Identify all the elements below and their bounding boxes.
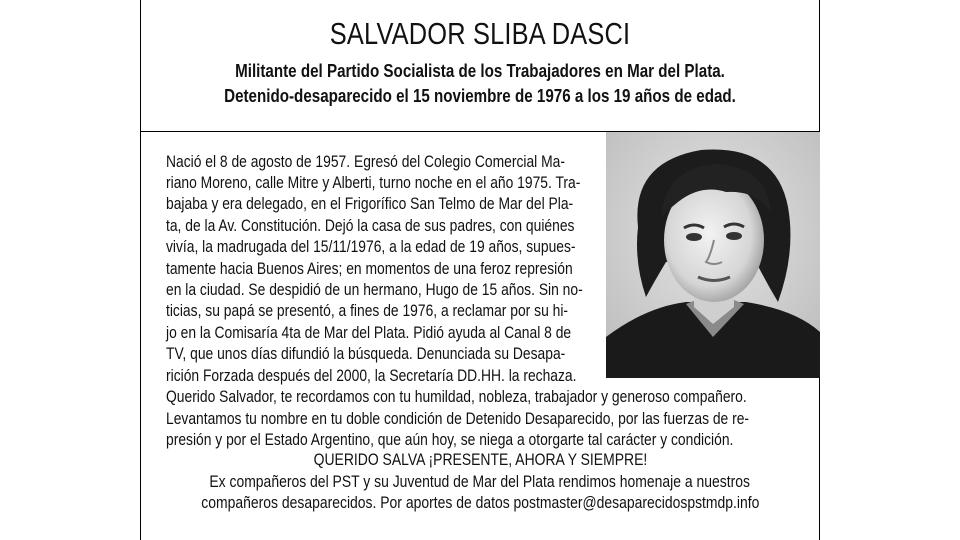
bio-line: ta, de la Av. Constitución. Dejó la casa de sus padres, con quiénes bbox=[166, 216, 575, 235]
signature-line-2 bbox=[140, 493, 820, 513]
tribute-line: Querido Salvador, te recordamos con tu humildad, nobleza, trabajador y generoso compañero. bbox=[166, 387, 747, 406]
bio-line: TV, que unos días difundió la búsqueda. Denunciada su Desapa- bbox=[166, 344, 566, 363]
portrait-photo bbox=[606, 132, 820, 378]
bio-line: jo en la Comisaría 4ta de Mar del Plata. Pidió ayuda al Canal 8 de bbox=[166, 323, 572, 342]
bio-line: rición Forzada después del 2000, la Secretaría DD.HH. la rechaza. bbox=[166, 366, 577, 385]
tribute-line: presión y por el Estado Argentino, que aún hoy, se niega a otorgarte tal carácter y condición. bbox=[166, 430, 734, 449]
tribute-line: Levantamos tu nombre en tu doble condición de Detenido Desaparecido, por las fuerzas de re- bbox=[166, 409, 750, 428]
bio-line: tamente hacia Buenos Aires; en momentos de una feroz represión bbox=[166, 259, 573, 278]
signature-text-1: Ex compañeros del PST y su Juventud de Mar del Plata rendimos homenaje a nuestros bbox=[209, 472, 751, 491]
bio-line: bajaba y era delegado, en el Frigorífico San Telmo de Mar del Pla- bbox=[166, 194, 574, 213]
slogan-text: QUERIDO SALVA ¡PRESENTE, AHORA Y SIEMPRE! bbox=[313, 450, 647, 469]
bio-line: vivía, la madrugada del 15/11/1976, a la edad de 19 años, supues- bbox=[166, 237, 576, 256]
subtitle-militancy: Militante del Partido Socialista de los Trabajadores en Mar del Plata. bbox=[235, 60, 725, 81]
bio-line: ticias, su papá se presentó, a fines de 1976, a reclamar por su hi- bbox=[166, 301, 569, 320]
signature-line-1 bbox=[140, 472, 820, 492]
bio-line: riano Moreno, calle Mitre y Alberti, turno noche en el año 1975. Tra- bbox=[166, 173, 581, 192]
person-name: SALVADOR SLIBA DASCI bbox=[329, 16, 631, 51]
bio-line: Nació el 8 de agosto de 1957. Egresó del Colegio Comercial Ma- bbox=[166, 152, 565, 171]
bio-line: en la ciudad. Se despidió de un hermano, Hugo de 15 años. Sin no- bbox=[166, 280, 583, 299]
subtitle-disappearance: Detenido-desaparecido el 15 noviembre de 1976 a los 19 años de edad. bbox=[224, 85, 736, 106]
notice-header bbox=[141, 0, 819, 132]
slogan bbox=[140, 450, 820, 470]
signature-text-2: compañeros desaparecidos. Por aportes de datos postmaster@desaparecidospstmdp.info bbox=[201, 493, 760, 512]
